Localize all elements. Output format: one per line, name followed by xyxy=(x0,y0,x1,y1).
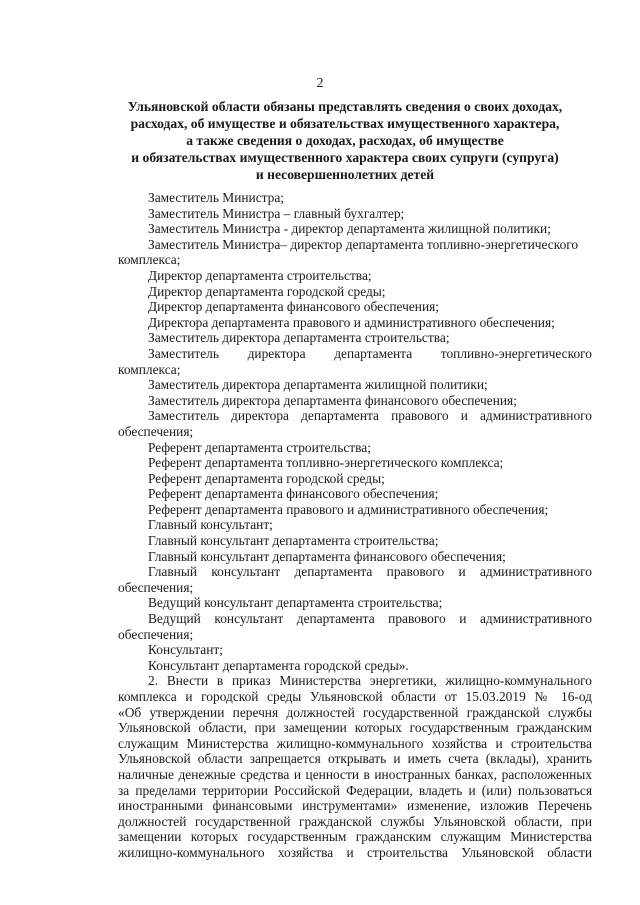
heading-line: расходах, об имуществе и обязательствах имущественного характера, xyxy=(130,116,560,131)
heading-line: и обязательствах имущественного характера своих супруги (супруга) xyxy=(131,150,559,165)
text-line: Директор департамента строительства; xyxy=(148,267,372,283)
text-line: Референт департамента топливно-энергетического комплекса; xyxy=(148,455,504,471)
text-line: Главный консультант; xyxy=(148,517,273,533)
text-line: Главный консультант департамента правового и административного xyxy=(148,564,592,580)
text-line: Заместитель директора департамента финансового обеспечения; xyxy=(148,392,517,408)
text-line: обеспечения; xyxy=(118,423,194,439)
text-line: комплекса; xyxy=(118,361,181,377)
document-body xyxy=(118,190,592,861)
text-line: обеспечения; xyxy=(118,579,194,595)
section-heading xyxy=(110,98,580,183)
text-line: Референт департамента финансового обеспечения; xyxy=(148,486,439,502)
text-line: Заместитель директора департамента топливно-энергетического xyxy=(148,345,592,361)
text-line: Заместитель Министра; xyxy=(148,190,285,205)
text-line: «Об утверждении перечня должностей государственной гражданской службы xyxy=(118,704,592,720)
text-line: Директор департамента финансового обеспечения; xyxy=(148,299,440,315)
text-line: замещении которых государственным гражданским служащим Министерства xyxy=(118,829,592,845)
text-line: служащим Министерства жилищно-коммунального хозяйства и строительства xyxy=(118,735,592,751)
heading-line: а также сведения о доходах, расходах, об имуществе xyxy=(186,133,504,148)
text-line: Ведущий консультант департамента строительства; xyxy=(148,595,443,611)
text-line: Главный консультант департамента строительства; xyxy=(148,533,439,549)
text-line: Директор департамента городской среды; xyxy=(148,283,386,299)
page-number: 2 xyxy=(316,76,324,91)
text-line: Заместитель директора департамента строительства; xyxy=(148,330,450,346)
text-line: Заместитель директора департамента правового и административного xyxy=(148,408,592,424)
text-line: Заместитель директора департамента жилищной политики; xyxy=(148,377,488,393)
text-line: наличные денежные средства и ценности в иностранных банках, расположенных xyxy=(118,766,592,782)
text-line: жилищно-коммунального хозяйства и строительства Ульяновской области xyxy=(118,844,592,860)
text-line: за пределами территории Российской Федерации, владеть и (или) пользоваться xyxy=(118,782,592,798)
text-line: должностей государственной гражданской службы Ульяновской области, при xyxy=(118,813,592,829)
text-line: Ульяновской области, при замещении которых государственным гражданским xyxy=(118,720,592,736)
text-line: Заместитель Министра - директор департамента жилищной политики; xyxy=(148,221,551,237)
text-line: Заместитель Министра– директор департамента топливно-энергетического xyxy=(148,236,579,252)
text-line: Ведущий консультант департамента правового и административного xyxy=(148,611,592,627)
text-line: Консультант департамента городской среды». xyxy=(148,657,409,673)
text-line: комплекса и городской среды Ульяновской области от 15.03.2019 № 16-од xyxy=(118,689,592,704)
text-line: Референт департамента городской среды; xyxy=(148,470,385,486)
heading-line: и несовершеннолетних детей xyxy=(255,167,435,182)
text-line: обеспечения; xyxy=(118,626,194,642)
text-line: Консультант; xyxy=(148,642,223,658)
text-line: 2. Внести в приказ Министерства энергетики, жилищно-коммунального xyxy=(148,673,592,689)
text-line: комплекса; xyxy=(118,252,181,268)
text-line: Главный консультант департамента финансового обеспечения; xyxy=(148,548,506,564)
text-line: Референт департамента правового и административного обеспечения; xyxy=(148,501,549,517)
heading-line: Ульяновской области обязаны представлять сведения о своих доходах, xyxy=(127,99,563,114)
text-line: Директора департамента правового и административного обеспечения; xyxy=(148,314,555,330)
text-line: Заместитель Министра – главный бухгалтер; xyxy=(148,205,405,221)
text-line: Референт департамента строительства; xyxy=(148,439,371,455)
text-line: иностранными финансовыми инструментами» изменение, изложив Перечень xyxy=(118,798,592,814)
text-line: Ульяновской области запрещается открывать и иметь счета (вклады), хранить xyxy=(118,751,592,767)
